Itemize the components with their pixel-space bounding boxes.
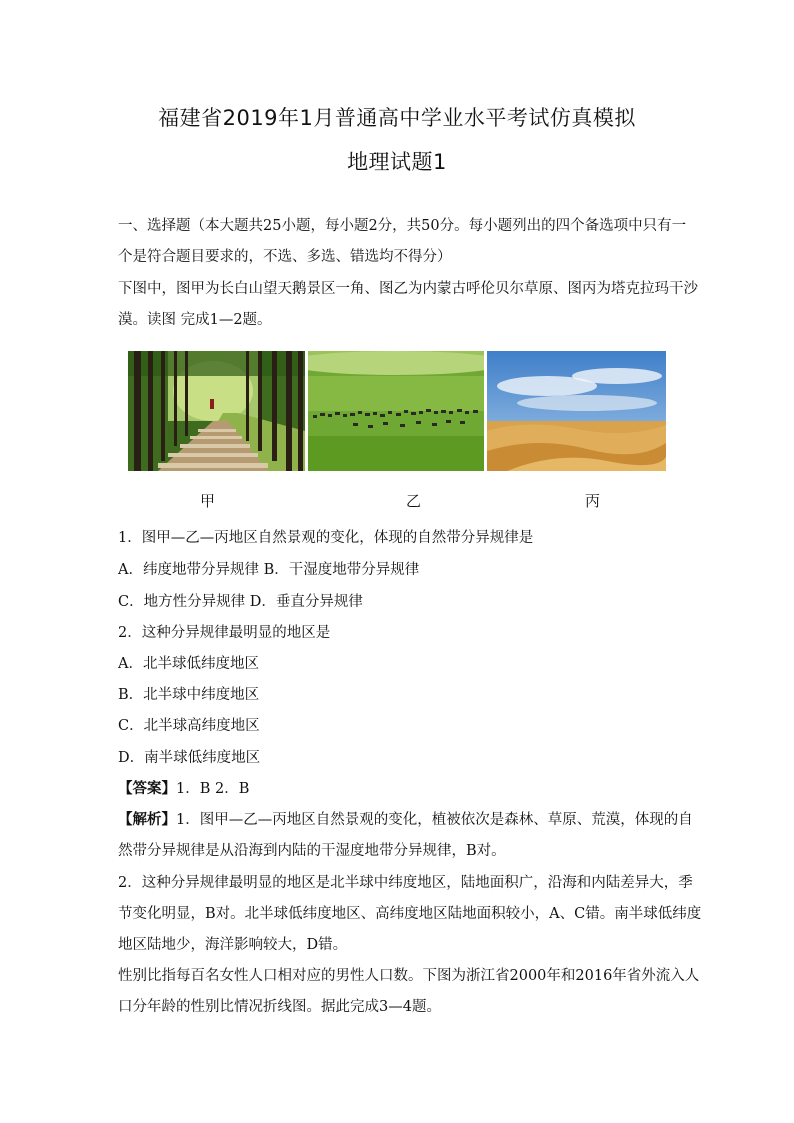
page-title: 福建省2019年1月普通高中学业水平考试仿真模拟 — [158, 106, 636, 130]
answer-text: 1．B 2．B — [176, 781, 250, 797]
next-intro-line-2: 口分年龄的性别比情况折线图。据此完成3—4题。 — [118, 999, 441, 1015]
question-2-option-b: B．北半球中纬度地区 — [118, 687, 260, 703]
figure-caption-yi: 乙 — [406, 492, 422, 510]
analysis-label: 【解析】 — [118, 811, 176, 828]
answer-line — [118, 779, 249, 799]
answer-label: 【答案】 — [118, 780, 176, 797]
analysis-text-1: 1．图甲—乙—丙地区自然景观的变化，植被依次是森林、草原、荒漠，体现的自 — [176, 812, 693, 828]
question-1-options-row-1: A．纬度地带分异规律 B．干湿度地带分异规律 — [118, 562, 420, 578]
desert-photo — [487, 351, 666, 471]
question-2-option-c: C．北半球高纬度地区 — [118, 718, 260, 734]
intro-line-1: 下图中，图甲为长白山望天鹅景区一角、图乙为内蒙古呼伦贝尔草原、图丙为塔克拉玛干沙 — [118, 281, 698, 297]
forest-photo — [128, 351, 305, 471]
section-header-line-1: 一、选择题（本大题共25小题，每小题2分，共50分。每小题列出的四个备选项中只有一 — [118, 218, 687, 234]
section-header-line-2: 个是符合题目要求的，不选、多选、错选均不得分） — [118, 249, 452, 265]
analysis-line-4: 节变化明显，B对。北半球低纬度地区、高纬度地区陆地面积较小，A、C错。南半球低纬度 — [118, 906, 702, 922]
next-intro-line-1: 性别比指每百名女性人口相对应的男性人口数。下图为浙江省2000年和2016年省外流入人 — [118, 968, 700, 984]
question-2-option-d: D．南半球低纬度地区 — [118, 750, 261, 766]
analysis-line-1 — [118, 810, 693, 830]
question-1-options-row-2: C．地方性分异规律 D．垂直分异规律 — [118, 594, 363, 610]
question-1-stem: 1．图甲—乙—丙地区自然景观的变化，体现的自然带分异规律是 — [118, 530, 534, 546]
grassland-photo — [308, 351, 484, 471]
figure-caption-bing: 丙 — [585, 492, 601, 510]
analysis-line-5: 地区陆地少，海洋影响较大，D错。 — [118, 937, 348, 953]
landscape-figures — [128, 351, 666, 471]
page-subtitle: 地理试题1 — [347, 150, 447, 174]
analysis-line-2: 然带分异规律是从沿海到内陆的干湿度地带分异规律，B对。 — [118, 843, 506, 859]
question-2-stem: 2．这种分异规律最明显的地区是 — [118, 625, 331, 641]
figure-caption-jia: 甲 — [200, 492, 216, 510]
question-2-option-a: A．北半球低纬度地区 — [118, 656, 259, 672]
analysis-line-3: 2．这种分异规律最明显的地区是北半球中纬度地区，陆地面积广，沿海和内陆差异大，季 — [118, 875, 693, 891]
intro-line-2: 漠。读图 完成1—2题。 — [118, 312, 272, 328]
